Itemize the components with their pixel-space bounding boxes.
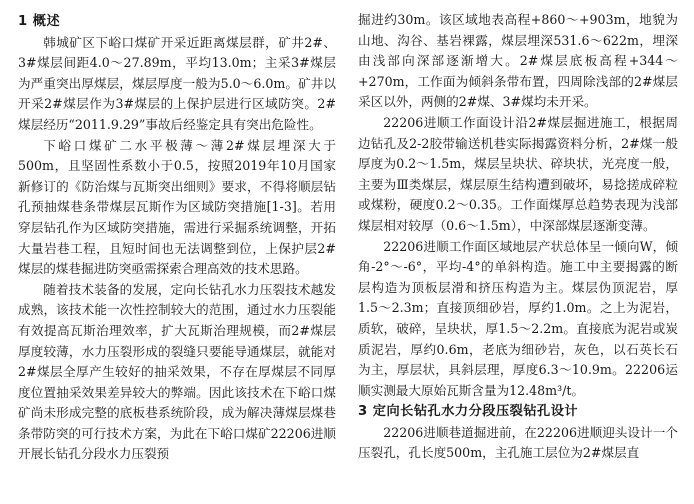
paragraph-technique: 随着技术装备的发展，定向长钻孔水力压裂技术越发成熟，该技术能一次性控制较大的范围，通过水力压裂能有效提高瓦斯治理效率，扩大瓦斯治理规模，而2#煤层厚度较薄，水力压裂形成的裂缝只要能导通煤层，就能对2#煤层全厚产生较好的抽采效果，不存在厚煤层不同厚度位置抽采效果差异较大的弊端。因此该技术在下峪口煤矿尚未形成完整的底板巷系统阶段，成为解决薄煤层煤巷条带防突的可行技术方案，为此在下峪口煤矿22206进顺开展长钻孔分段水力压裂预 (18, 281, 336, 462)
paragraph-drilling: 22206进顺巷道掘进前，在22206进顺迎头设计一个压裂孔，孔长度500m，主孔施工层位为2#煤层直 (358, 424, 678, 461)
section-heading-drilling-design: 3 定向长钻孔水力分段压裂钻孔设计 (358, 404, 579, 420)
paragraph-geology: 22206进顺工作面区域地层产状总体呈一倾向W，倾角-2°～-6°，平均-4°的单斜构造。施工中主要揭露的断层构造为顶板层滑和挤压构造为主。煤层伪顶泥岩，厚1.5～2.3m；直接顶细砂岩，厚约1.0m。之上为泥岩，质软，破碎，呈块状，厚1.5～2.2m。直接底为泥岩或炭质泥岩，厚约0.6m，老底为细砂岩，灰色，以石英长石为主，厚层状，具斜层理，厚度6.3～10.9m。22206运顺实测最大原始瓦斯含量为12.48m³/t。 (358, 238, 678, 398)
paragraph-coal-seam: 22206进顺工作面设计沿2#煤层掘进施工，根据周边钻孔及2-2胶带输送机巷实际揭露资料分析，2#煤一般厚度为0.2～1.5m，煤层呈块状、碎块状，光亮度一般，主要为Ⅲ类煤层，煤层原生结构遭到破坏，易捻搓成碎粒或煤粉，硬度0.2～0.35。工作面煤厚总趋势表现为浅部煤层相对较厚（0.6～1.5m），中深部煤层逐渐变薄。 (358, 114, 678, 233)
paragraph-problem: 下峪口煤矿二水平极薄～薄2#煤层埋深大于500m，且坚固性系数小于0.5，按照2019年10月国家新修订的《防治煤与瓦斯突出细则》要求，不得将顺层钻孔预抽煤巷条带煤层瓦斯作为区域防突措施[1-3]。若用穿层钻孔作为区域防突措施，需进行采掘系统调整，开拓大量岩巷工程，且短时间也无法调整到位，上保护层2#煤层的煤巷掘进防突亟需探索合理高效的技术思路。 (18, 137, 336, 277)
paragraph-area-continued: 掘进约30m。该区域地表高程+860～+903m，地貌为山地、沟谷、基岩裸露，煤层埋深531.6～622m，埋深由浅部向深部逐渐增大。2#煤层底板高程+344～+270m，工作面为倾斜条带布置，四周除浅部的2#煤层采区以外，两侧的2#煤、3#煤均未开采。 (358, 12, 678, 110)
right-column (358, 10, 678, 504)
paragraph-intro: 韩城矿区下峪口煤矿开采近距离煤层群，矿井2#、3#煤层间距4.0～27.89m，平均13.0m；主采3#煤层为严重突出厚煤层，煤层厚度一般为5.0～6.0m。矿井以开采2#煤层作为3#煤层的上保护层进行区域防突。2#煤层经历“2011.9.29”事故后经鉴定具有突出危险性。 (18, 34, 336, 132)
left-column (18, 12, 336, 504)
section-heading-overview: 1 概述 (18, 14, 61, 29)
